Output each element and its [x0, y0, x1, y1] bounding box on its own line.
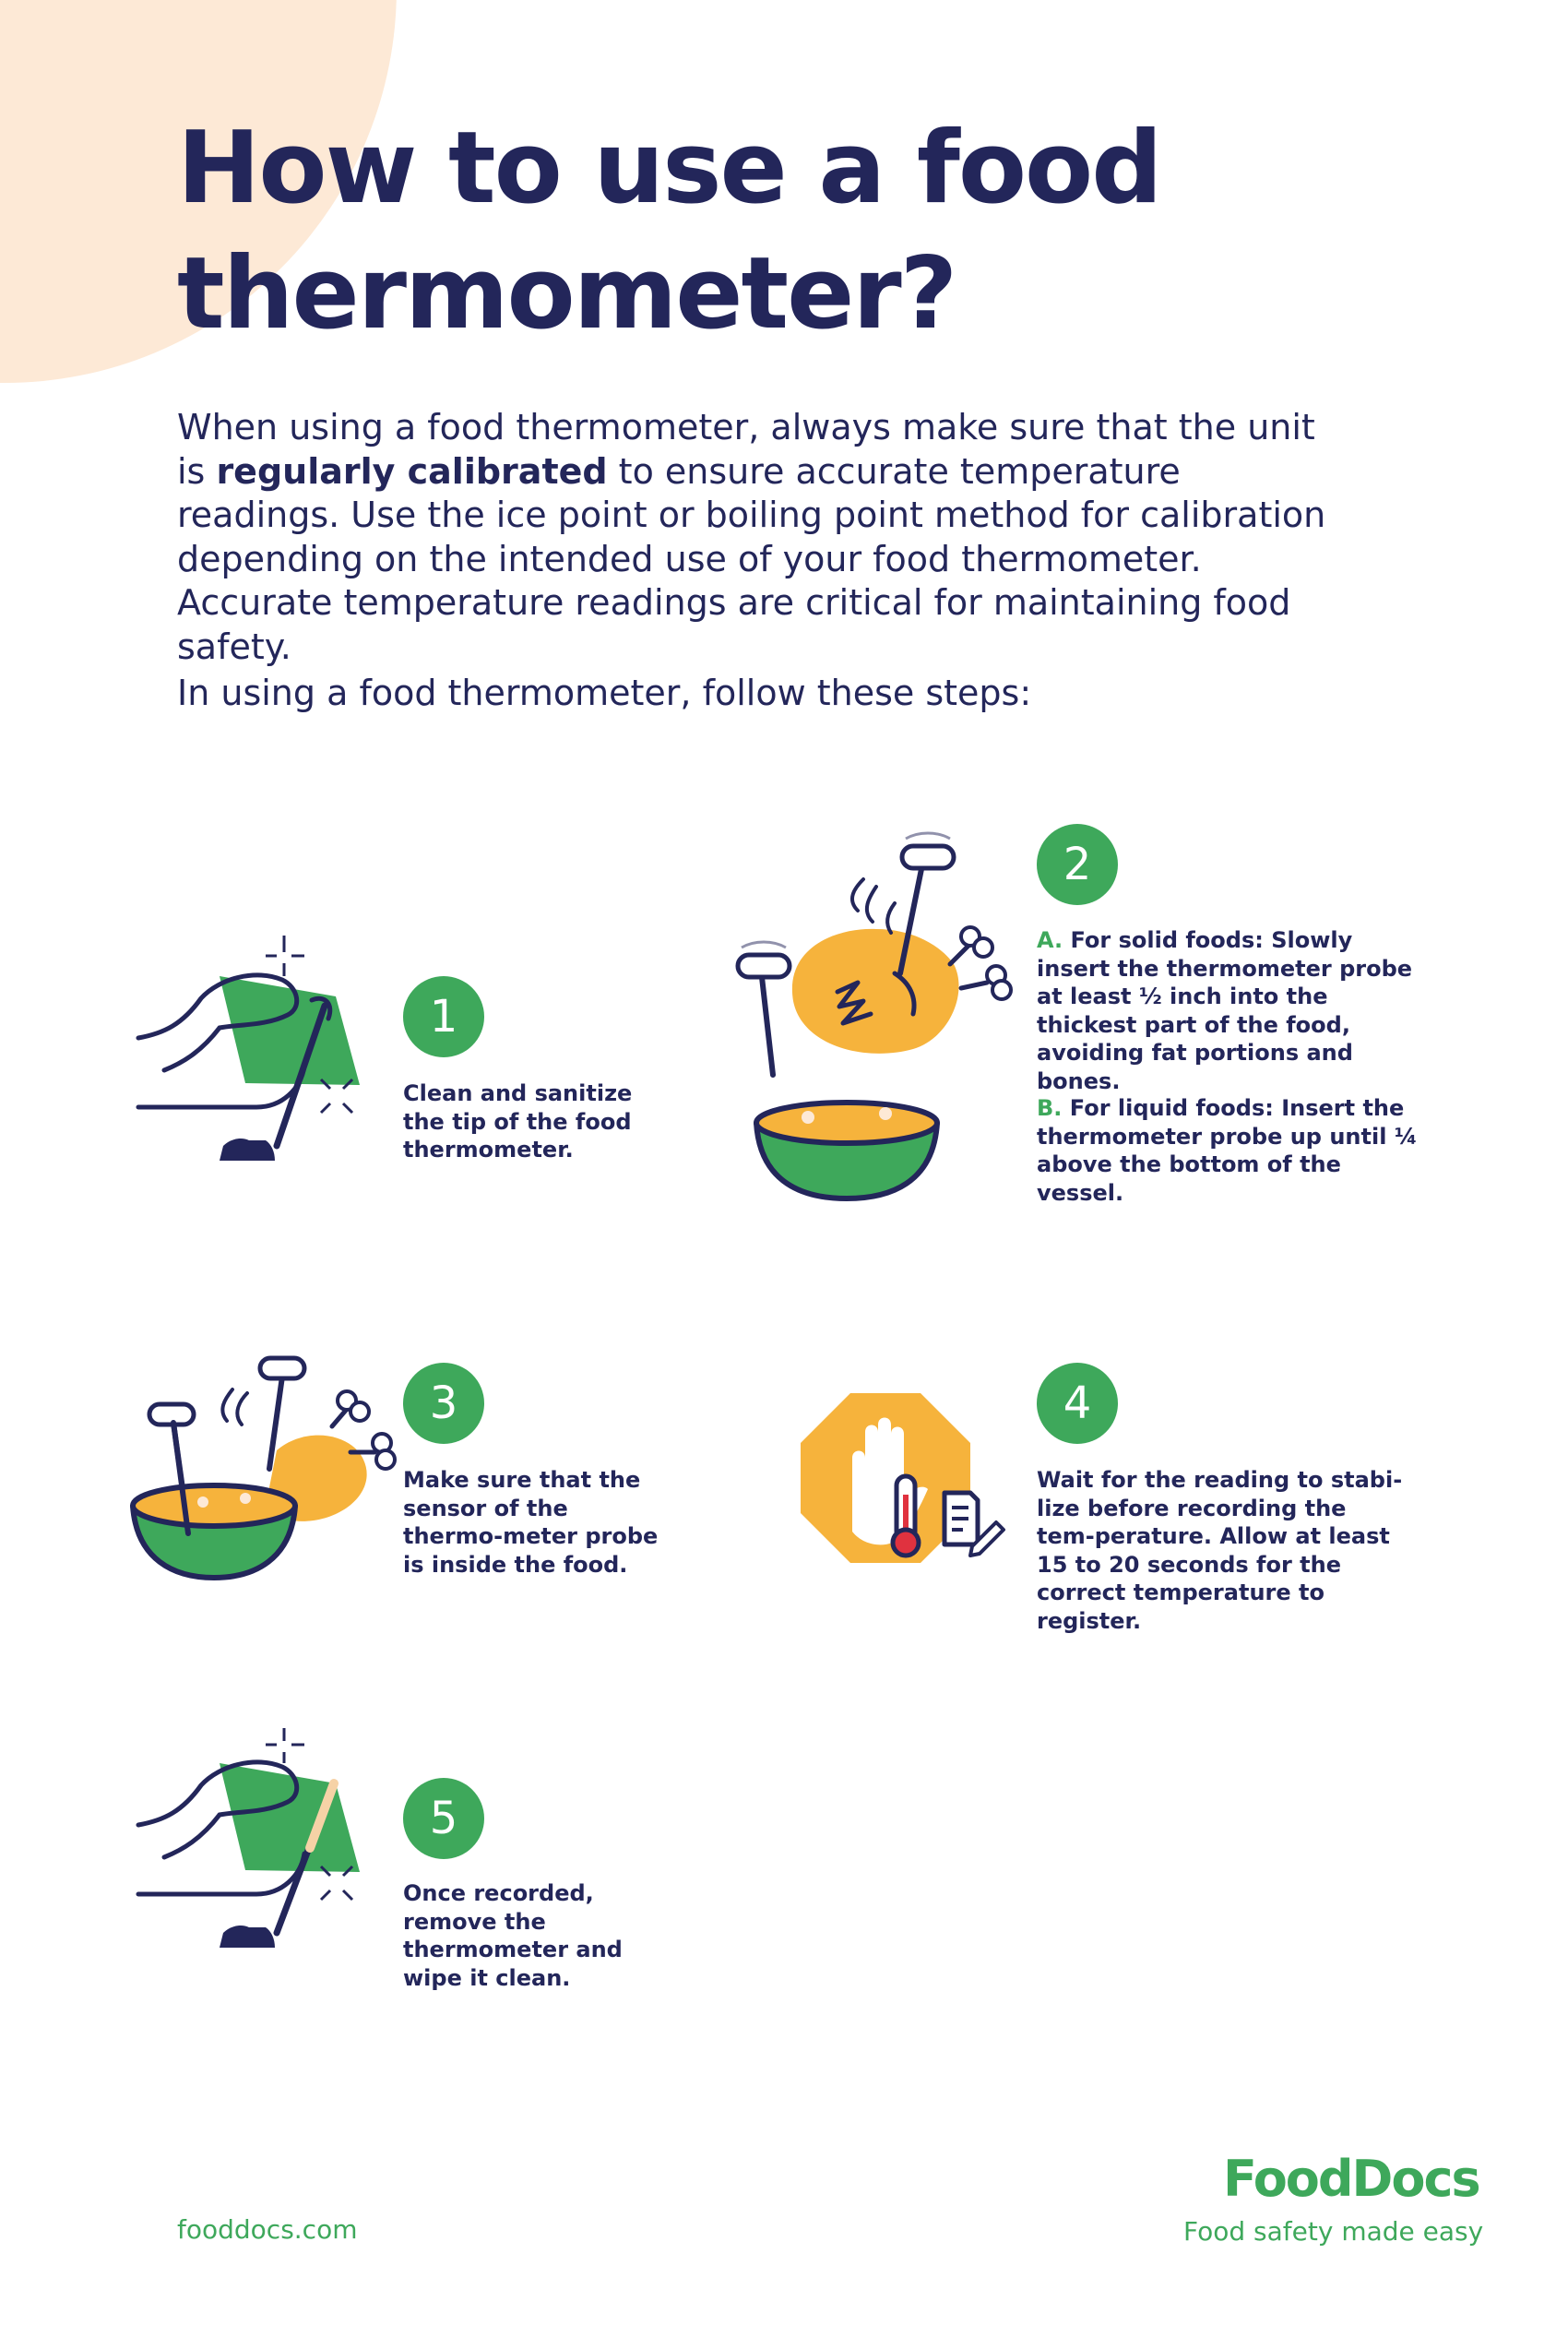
- chicken-and-soup-probes-icon: [729, 826, 1033, 1213]
- stop-hand-thermometer-icon: [801, 1393, 1013, 1578]
- step-2-text-a: [1037, 926, 1424, 1095]
- intro-text: When using a food thermometer, always make sure that the unit is: [177, 407, 1315, 492]
- intro-text-rest: to ensure accurate temperature readings. Use the ice point or boiling point method for calibration depending on the intended use of your food thermometer. Accurate temperature readings are critical for maintaining food safety.: [177, 450, 1326, 667]
- step-4-number: 4: [1037, 1363, 1118, 1444]
- step-2-text-b: [1037, 1094, 1424, 1207]
- step-2-label-a: A.: [1037, 927, 1063, 953]
- intro-emphasis: regularly calibrated: [216, 450, 608, 492]
- step-4-text: Wait for the reading to stabi-lize before recording the tem-perature. Allow at least 15 to 20 seconds for the correct temperature to register.: [1037, 1467, 1403, 1634]
- step-1-text: Clean and sanitize the tip of the food thermometer.: [403, 1080, 633, 1163]
- hand-wiping-thermometer-icon: [127, 923, 376, 1172]
- step-2-body-b: For liquid foods: Insert the thermometer probe up until ¼ above the bottom of the vessel.: [1037, 1095, 1418, 1206]
- intro-paragraph: [177, 406, 1339, 669]
- step-2-number: 2: [1037, 824, 1118, 905]
- steps-intro: In using a food thermometer, follow these steps:: [177, 673, 1032, 713]
- step-5-number: 5: [403, 1778, 484, 1859]
- brand-tagline: Food safety made easy: [1183, 2216, 1484, 2247]
- step-1-number: 1: [403, 976, 484, 1057]
- step-2-body-a: For solid foods: Slowly insert the thermometer probe at least ½ inch into the thickest part of the food, avoiding fat portions and bones.: [1037, 927, 1413, 1094]
- probe-in-soup-icon: [129, 1349, 397, 1589]
- step-2-label-b: B.: [1037, 1095, 1063, 1121]
- page-title: How to use a food thermometer?: [177, 111, 1161, 352]
- step-3-number: 3: [403, 1363, 484, 1444]
- website-link[interactable]: fooddocs.com: [177, 2214, 358, 2245]
- step-5-text: Once recorded, remove the thermometer and wipe it clean.: [403, 1880, 623, 1991]
- brand-logo: FoodDocs: [1223, 2150, 1479, 2208]
- hand-wiping-thermometer-icon: [127, 1728, 376, 1977]
- step-3-text: Make sure that the sensor of the thermo-meter probe is inside the food.: [403, 1467, 659, 1578]
